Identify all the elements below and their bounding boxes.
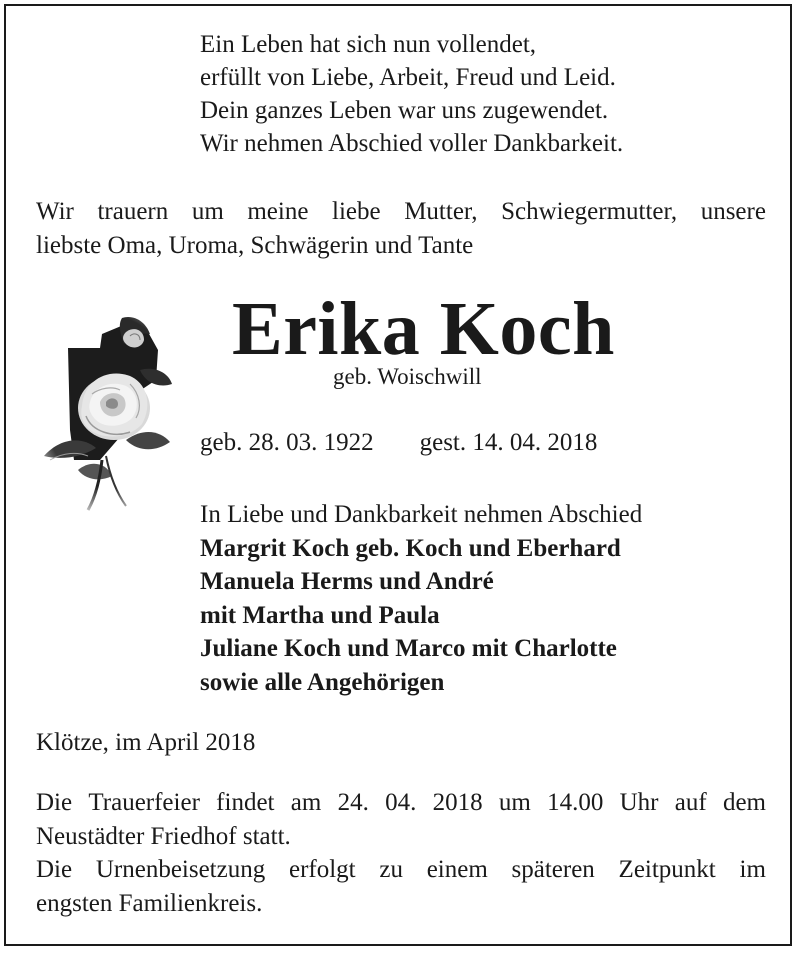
farewell-intro: In Liebe und Dankbarkeit nehmen Abschied [200,501,643,528]
mourner-line: Margrit Koch geb. Koch und Eberhard [200,534,621,562]
service-word: 14.00 [547,789,604,816]
intro-line-2: liebste Oma, Uroma, Schwägerin und Tante [36,232,474,259]
intro-line-1 [36,195,766,229]
service-word: im [739,856,766,883]
poem-line: Wir nehmen Abschied voller Dankbarkeit. [200,130,624,157]
service-word: Zeitpunkt [618,856,716,883]
memorial-poem [200,28,623,160]
service-word: Trauerfeier [88,789,200,816]
service-word: zu [379,856,403,883]
intro-word: um [191,198,224,225]
mourner-line: mit Martha und Paula [200,601,440,629]
intro-word: Wir [36,198,74,225]
service-word: am [290,789,322,816]
intro-word: unsere [700,198,766,225]
maiden-name: geb. Woischwill [333,364,482,389]
birth-date: geb. 28. 03. 1922 [200,429,374,456]
intro-word: liebe [332,198,381,225]
rose-icon [30,310,190,515]
service-word: Die [36,856,73,883]
service-word: 2018 [432,789,483,816]
poem-line: Dein ganzes Leben war uns zugewendet. [200,97,609,124]
service-word: Urnenbeisetzung [95,856,266,883]
death-date: gest. 14. 04. 2018 [419,429,598,456]
mourner-line: Manuela Herms und André [200,568,494,595]
service-word: auf [674,789,707,816]
deceased-name: Erika Koch [232,287,615,371]
service-word: Uhr [619,789,659,816]
service-line-3 [36,853,766,887]
service-word: Die [36,789,73,816]
service-word: 24. [337,789,369,816]
intro-word: trauern [97,198,169,225]
poem-line: erfüllt von Liebe, Arbeit, Freud und Leid. [200,64,616,91]
service-word: dem [722,789,766,816]
service-word: erfolgt [288,856,356,883]
service-word: 04. [385,789,417,816]
service-line-4: engsten Familienkreis. [36,889,263,917]
mourner-line: sowie alle Angehörigen [200,668,445,696]
poem-line: Ein Leben hat sich nun vollendet, [200,31,537,58]
funeral-service-info [36,786,766,920]
service-word: späteren [511,856,595,883]
mourner-line: Juliane Koch und Marco mit Charlotte [200,635,617,662]
intro-word: Mutter, [404,198,478,225]
intro-word: Schwiegermutter, [501,198,678,225]
service-line-2: Neustädter Friedhof statt. [36,822,291,850]
service-word: einem [426,856,488,883]
place-date: Klötze, im April 2018 [36,729,256,756]
mourning-intro [36,195,766,263]
service-word: um [498,789,531,816]
intro-word: meine [247,198,309,225]
service-line-1 [36,786,766,820]
service-word: findet [216,789,275,816]
life-dates [200,426,597,460]
farewell-block [200,498,642,699]
